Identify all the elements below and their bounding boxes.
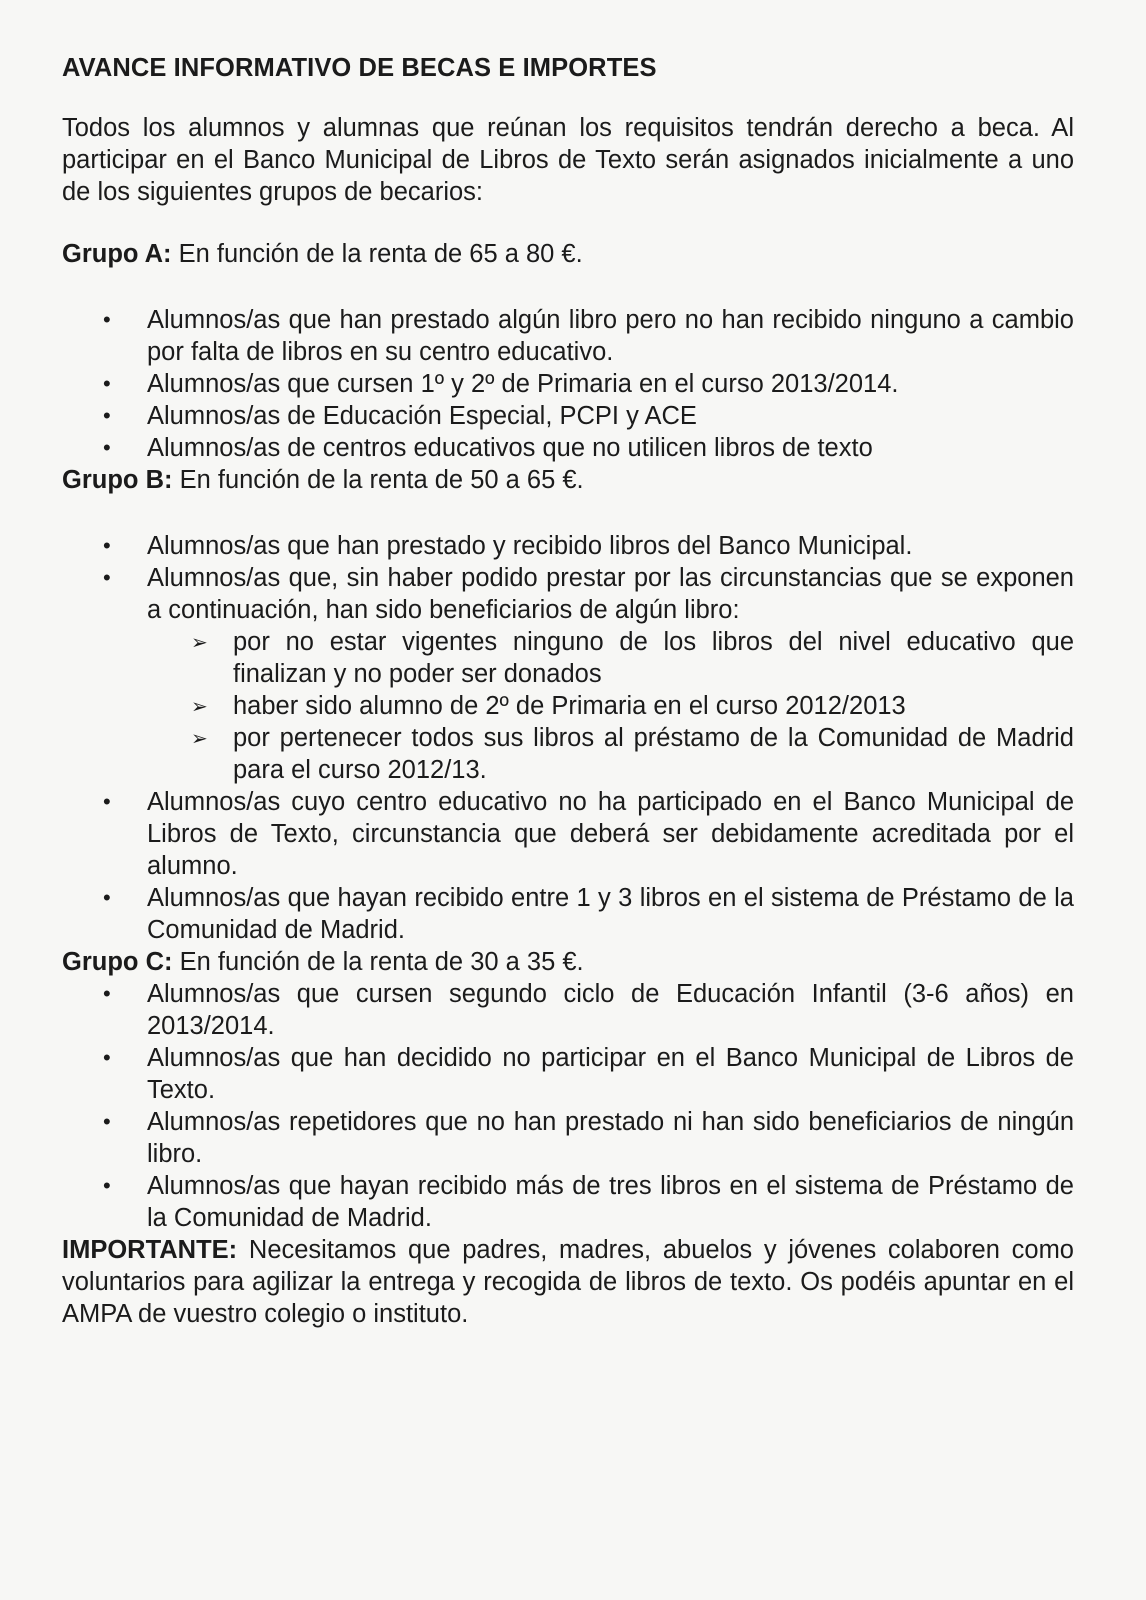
group-b-list <box>62 530 1074 946</box>
important-text: Necesitamos que padres, madres, abuelos y jóvenes colaboren como voluntarios para agilizar la entrega y recogida de libros de texto. Os podéis apuntar en el AMPA de vuestro colegio o instituto. <box>62 1236 1074 1328</box>
group-b-label: Grupo B: <box>62 466 173 494</box>
group-c-label: Grupo C: <box>62 948 173 976</box>
group-b-item: • Alumnos/as cuyo centro educativo no ha participado en el Banco Municipal de Libros de Texto, circunstancia que deberá ser debidamente acreditada por el alumno. <box>147 786 1074 882</box>
group-c-text: En función de la renta de 30 a 35 €. <box>179 948 584 976</box>
group-a-label: Grupo A: <box>62 240 172 268</box>
group-a-item: • Alumnos/as que cursen 1º y 2º de Primaria en el curso 2013/2014. <box>147 368 1074 400</box>
important-label: IMPORTANTE: <box>62 1236 238 1264</box>
group-b-item: • Alumnos/as que hayan recibido entre 1 y 3 libros en el sistema de Préstamo de la Comunidad de Madrid. <box>147 882 1074 946</box>
group-c-item: • Alumnos/as que han decidido no participar en el Banco Municipal de Libros de Texto. <box>147 1042 1074 1106</box>
group-b-item: • Alumnos/as que han prestado y recibido libros del Banco Municipal. <box>147 530 1074 562</box>
group-c-item: • Alumnos/as repetidores que no han prestado ni han sido beneficiarios de ningún libro. <box>147 1106 1074 1170</box>
document-title: AVANCE INFORMATIVO DE BECAS E IMPORTES <box>62 54 657 82</box>
group-b-heading <box>62 464 1074 496</box>
group-c-item: • Alumnos/as que hayan recibido más de tres libros en el sistema de Préstamo de la Comunidad de Madrid. <box>147 1170 1074 1234</box>
group-a-text: En función de la renta de 65 a 80 €. <box>178 240 583 268</box>
group-a-item: • Alumnos/as de Educación Especial, PCPI y ACE <box>147 400 1074 432</box>
group-c-heading <box>62 946 1074 978</box>
group-a-item: • Alumnos/as de centros educativos que no utilicen libros de texto <box>147 432 1074 464</box>
group-b-subitem: ➢ haber sido alumno de 2º de Primaria en el curso 2012/2013 <box>233 690 1074 722</box>
group-b-item <box>147 562 1074 786</box>
group-a-item: • Alumnos/as que han prestado algún libro pero no han recibido ninguno a cambio por falta de libros en su centro educativo. <box>147 304 1074 368</box>
group-a-list <box>62 304 1074 464</box>
group-b-sublist <box>147 626 1074 786</box>
group-c-item: • Alumnos/as que cursen segundo ciclo de Educación Infantil (3-6 años) en 2013/2014. <box>147 978 1074 1042</box>
group-b-item-text: Alumnos/as que, sin haber podido prestar por las circunstancias que se exponen a continuación, han sido beneficiarios de algún libro: <box>147 564 1074 624</box>
intro-paragraph: Todos los alumnos y alumnas que reúnan los requisitos tendrán derecho a beca. Al participar en el Banco Municipal de Libros de Texto serán asignados inicialmente a uno de los siguientes grupos de becarios: <box>62 114 1074 206</box>
group-c-list <box>62 978 1074 1234</box>
group-a-heading <box>62 238 1074 270</box>
group-b-subitem: ➢ por no estar vigentes ninguno de los libros del nivel educativo que finalizan y no poder ser donados <box>233 626 1074 690</box>
group-b-text: En función de la renta de 50 a 65 €. <box>179 466 584 494</box>
important-note <box>62 1234 1074 1330</box>
group-b-subitem: ➢ por pertenecer todos sus libros al préstamo de la Comunidad de Madrid para el curso 2012/13. <box>233 722 1074 786</box>
